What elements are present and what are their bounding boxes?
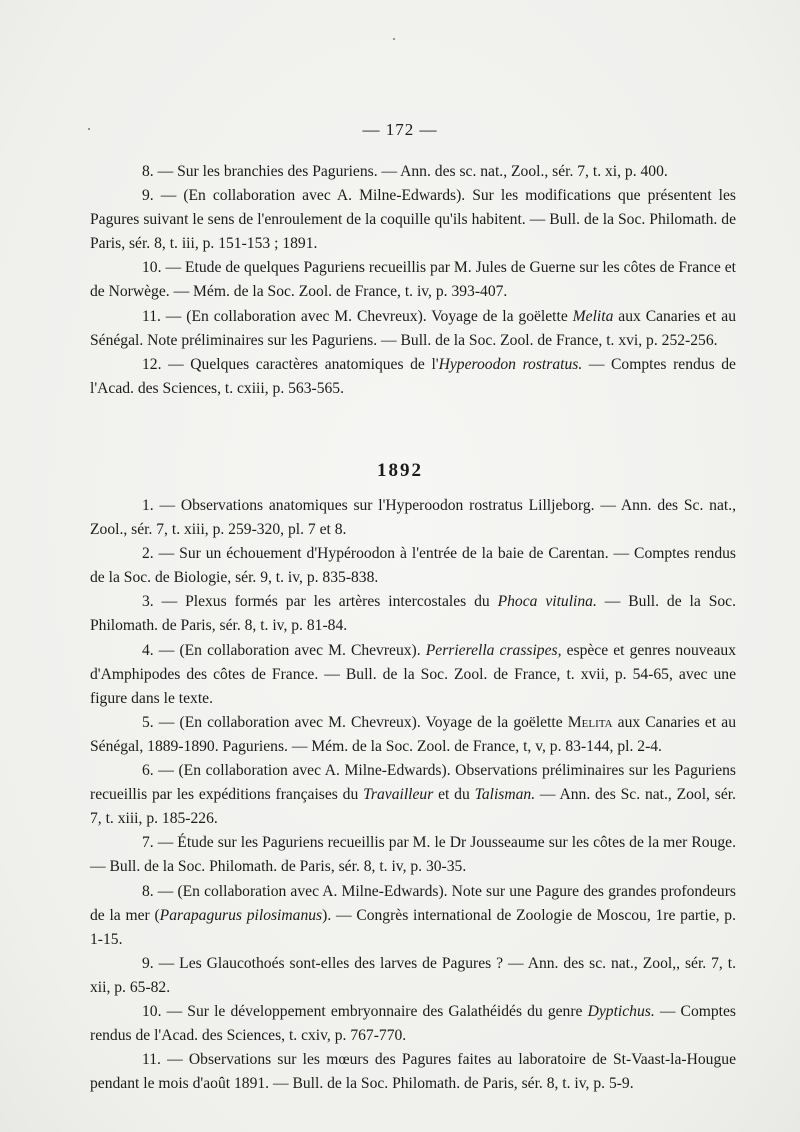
page-number: — 172 — — [362, 120, 438, 139]
paper-speck — [88, 128, 90, 130]
year-heading: 1892 — [377, 460, 423, 481]
entry-1892-8: 8. — (En collaboration avec A. Milne-Edwards). Note sur une Pagure des grandes profondeurs de la mer (Parapagurus pilosimanus). — Congrès international de Zoologie de Moscou, 1re partie, p. 1-15. — [90, 882, 736, 948]
entry-8: 8. — Sur les branchies des Paguriens. — Ann. des sc. nat., Zool., sér. 7, t. xi, p. 400. — [142, 163, 668, 180]
entry-1892-1: 1. — Observations anatomiques sur l'Hyperoodon rostratus Lilljeborg. — Ann. des Sc. nat., Zool., sér. 7, t. xiii, p. 259-320, pl. 7 et 8. — [90, 497, 736, 539]
entry-1892-9: 9. — Les Glaucothoés sont-elles des larves de Pagures ? — Ann. des sc. nat., Zool,, sér. 7, t. xii, p. 65-82. — [90, 954, 736, 996]
entry-1892-6: 6. — (En collaboration avec A. Milne-Edwards). Observations préliminaires sur les Paguriens recueillis par les expéditions françaises du Travailleur et du Talisman. — Ann. des Sc. nat., Zool, sér. 7, t. xiii, p. 185-226. — [90, 762, 736, 828]
entry-12: 12. — Quelques caractères anatomiques de l'Hyperoodon rostratus. — Comptes rendus de l'Acad. des Sciences, t. cxiii, p. 563-565. — [90, 355, 736, 397]
paper-speck — [393, 38, 395, 40]
entry-10: 10. — Etude de quelques Paguriens recueillis par M. Jules de Guerne sur les côtes de France et de Norwège. — Mém. de la Soc. Zool. de France, t. iv, p. 393-407. — [90, 259, 736, 301]
entry-1892-10: 10. — Sur le développement embryonnaire des Galathéidés du genre Dyptichus. — Comptes rendus de l'Acad. des Sciences, t. cxiv, p. 767-770. — [90, 1002, 736, 1045]
entry-1892-3: 3. — Plexus formés par les artères intercostales du Phoca vitulina. — Bull. de la Soc. Philomath. de Paris, sér. 8, t. iv, p. 81-84. — [90, 593, 736, 635]
entry-11: 11. — (En collaboration avec M. Chevreux). Voyage de la goëlette Melita aux Canaries et au Sénégal. Note préliminaires sur les Paguriens. — Bull. de la Soc. Zool. de France, t. xvi, p. 252-256. — [90, 307, 736, 349]
entry-1892-5: 5. — (En collaboration avec M. Chevreux). Voyage de la goëlette Melita aux Canaries et au Sénégal, 1889-1890. Paguriens. — Mém. de la Soc. Zool. de France, t, v, p. 83-144, pl. 2-4. — [90, 713, 737, 755]
entry-1892-2: 2. — Sur un échouement d'Hypéroodon à l'entrée de la baie de Carentan. — Comptes rendus de la Soc. de Biologie, sér. 9, t. iv, p. 835-838. — [90, 545, 736, 587]
entry-1892-11: 11. — Observations sur les mœurs des Pagures faites au laboratoire de St-Vaast-la-Hougue pendant le mois d'août 1891. — Bull. de la Soc. Philomath. de Paris, sér. 8, t. iv, p. 5-9. — [90, 1051, 736, 1093]
entry-1892-7: 7. — Étude sur les Paguriens recueillis par M. le Dr Jousseaume sur les côtes de la mer Rouge. — Bull. de la Soc. Philomath. de Paris, sér. 8, t. iv, p. 30-35. — [90, 834, 736, 876]
bibliography-block-1891 — [90, 160, 736, 401]
bibliography-block-1892 — [90, 494, 736, 1096]
entry-1892-4: 4. — (En collaboration avec M. Chevreux). Perrierella crassipes, espèce et genres nouveaux d'Amphipodes des côtes de France. — Bull. de la Soc. Zool. de France, t. xvii, p. 54-65, avec une figure dans le texte. — [90, 641, 736, 707]
entry-9: 9. — (En collaboration avec A. Milne-Edwards). Sur les modifications que présentent les Pagures suivant le sens de l'enroulement de la coquille qu'ils habitent. — Bull. de la Soc. Philomath. de Paris, sér. 8, t. iii, p. 151-153 ; 1891. — [90, 187, 736, 253]
